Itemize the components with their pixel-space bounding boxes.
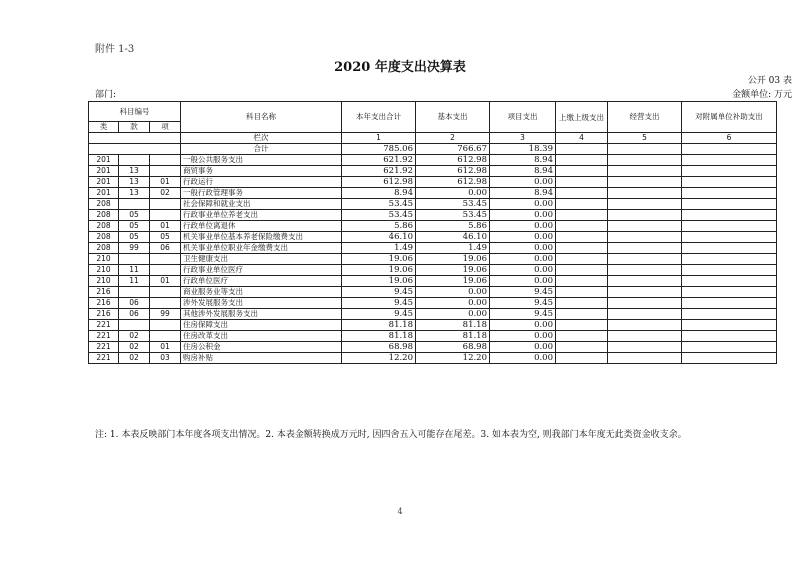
row-project: 9.45 <box>490 287 556 298</box>
col-total: 本年支出合计 <box>342 102 416 133</box>
row-kuan: 06 <box>119 309 150 320</box>
row-business <box>608 155 682 166</box>
row-kuan <box>119 155 150 166</box>
row-name: 购房补贴 <box>181 353 342 364</box>
row-subsidy <box>682 199 777 210</box>
row-project: 8.94 <box>490 188 556 199</box>
row-project: 0.00 <box>490 254 556 265</box>
total-business <box>608 144 682 155</box>
row-lei: 201 <box>89 177 119 188</box>
row-name: 商贸事务 <box>181 166 342 177</box>
row-name: 住房保障支出 <box>181 320 342 331</box>
row-lei: 208 <box>89 221 119 232</box>
row-subsidy <box>682 342 777 353</box>
row-xiang <box>150 287 181 298</box>
row-project: 0.00 <box>490 320 556 331</box>
row-upper <box>556 309 608 320</box>
row-xiang: 01 <box>150 177 181 188</box>
row-total: 68.98 <box>342 342 416 353</box>
row-business <box>608 199 682 210</box>
row-subsidy <box>682 353 777 364</box>
row-xiang <box>150 298 181 309</box>
row-lei: 210 <box>89 276 119 287</box>
row-subsidy <box>682 210 777 221</box>
row-business <box>608 276 682 287</box>
row-business <box>608 342 682 353</box>
row-xiang: 03 <box>150 353 181 364</box>
total-project: 18.39 <box>490 144 556 155</box>
row-total: 9.45 <box>342 309 416 320</box>
row-project: 8.94 <box>490 155 556 166</box>
row-business <box>608 243 682 254</box>
table-row <box>89 177 777 188</box>
row-name: 行政单位离退休 <box>181 221 342 232</box>
row-upper <box>556 155 608 166</box>
row-lei: 210 <box>89 254 119 265</box>
row-subsidy <box>682 232 777 243</box>
row-basic: 1.49 <box>416 243 490 254</box>
col-lei: 类 <box>89 122 119 133</box>
row-total: 621.92 <box>342 155 416 166</box>
row-business <box>608 298 682 309</box>
footnote: 注: 1. 本表反映部门本年度各项支出情况。2. 本表金额转换成万元时, 因四舍五入可能存在尾差。3. 如本表为空, 则我部门本年度无此类资金收支余。 <box>95 430 687 440</box>
row-subsidy <box>682 331 777 342</box>
table-row <box>89 188 777 199</box>
row-upper <box>556 254 608 265</box>
row-kuan: 02 <box>119 331 150 342</box>
row-basic: 81.18 <box>416 320 490 331</box>
row-total: 9.45 <box>342 298 416 309</box>
row-subsidy <box>682 166 777 177</box>
row-project: 0.00 <box>490 177 556 188</box>
row-project: 0.00 <box>490 243 556 254</box>
row-business <box>608 232 682 243</box>
row-total: 53.45 <box>342 210 416 221</box>
index-2: 2 <box>416 133 490 144</box>
row-basic: 612.98 <box>416 166 490 177</box>
row-project: 0.00 <box>490 221 556 232</box>
row-lei: 208 <box>89 199 119 210</box>
table-row <box>89 342 777 353</box>
row-lei: 216 <box>89 309 119 320</box>
row-subsidy <box>682 298 777 309</box>
row-upper <box>556 298 608 309</box>
row-business <box>608 188 682 199</box>
row-total: 1.49 <box>342 243 416 254</box>
row-upper <box>556 342 608 353</box>
table-row <box>89 166 777 177</box>
row-business <box>608 210 682 221</box>
row-kuan <box>119 320 150 331</box>
row-xiang: 01 <box>150 221 181 232</box>
row-project: 0.00 <box>490 342 556 353</box>
index-blank <box>89 133 181 144</box>
row-name: 行政运行 <box>181 177 342 188</box>
row-name: 卫生健康支出 <box>181 254 342 265</box>
page-number: 4 <box>397 507 403 516</box>
row-subsidy <box>682 177 777 188</box>
row-xiang <box>150 210 181 221</box>
page-title: 2020 年度支出决算表 <box>334 60 466 75</box>
row-basic: 0.00 <box>416 298 490 309</box>
table-row <box>89 232 777 243</box>
index-row <box>89 133 777 144</box>
row-basic: 46.10 <box>416 232 490 243</box>
row-project: 0.00 <box>490 199 556 210</box>
row-lei: 221 <box>89 342 119 353</box>
row-business <box>608 320 682 331</box>
index-6: 6 <box>682 133 777 144</box>
row-upper <box>556 320 608 331</box>
row-project: 0.00 <box>490 265 556 276</box>
row-basic: 53.45 <box>416 210 490 221</box>
row-project: 8.94 <box>490 166 556 177</box>
table-row <box>89 254 777 265</box>
row-upper <box>556 166 608 177</box>
row-total: 19.06 <box>342 265 416 276</box>
row-total: 5.86 <box>342 221 416 232</box>
row-lei: 221 <box>89 331 119 342</box>
row-total: 81.18 <box>342 331 416 342</box>
row-subsidy <box>682 320 777 331</box>
row-basic: 81.18 <box>416 331 490 342</box>
row-xiang <box>150 320 181 331</box>
row-lei: 216 <box>89 287 119 298</box>
table-row <box>89 155 777 166</box>
row-upper <box>556 221 608 232</box>
table-row <box>89 199 777 210</box>
total-basic: 766.67 <box>416 144 490 155</box>
row-xiang: 06 <box>150 243 181 254</box>
row-total: 19.06 <box>342 276 416 287</box>
row-basic: 612.98 <box>416 177 490 188</box>
col-name: 科目名称 <box>181 102 342 133</box>
row-total: 12.20 <box>342 353 416 364</box>
row-subsidy <box>682 309 777 320</box>
row-kuan: 13 <box>119 188 150 199</box>
row-subsidy <box>682 243 777 254</box>
col-business: 经营支出 <box>608 102 682 133</box>
row-total: 53.45 <box>342 199 416 210</box>
row-xiang: 01 <box>150 276 181 287</box>
row-upper <box>556 232 608 243</box>
row-subsidy <box>682 221 777 232</box>
row-lei: 221 <box>89 320 119 331</box>
row-project: 9.45 <box>490 298 556 309</box>
index-label: 栏次 <box>181 133 342 144</box>
row-basic: 19.06 <box>416 276 490 287</box>
total-label: 合计 <box>181 144 342 155</box>
col-subsidy: 对附属单位补助支出 <box>682 102 777 133</box>
row-lei: 201 <box>89 188 119 199</box>
total-subsidy <box>682 144 777 155</box>
row-subsidy <box>682 188 777 199</box>
row-basic: 19.06 <box>416 254 490 265</box>
row-name: 一般行政管理事务 <box>181 188 342 199</box>
row-subsidy <box>682 254 777 265</box>
row-basic: 68.98 <box>416 342 490 353</box>
row-xiang <box>150 199 181 210</box>
index-4: 4 <box>556 133 608 144</box>
col-upper: 上缴上级支出 <box>556 102 608 133</box>
row-name: 行政事业单位养老支出 <box>181 210 342 221</box>
row-upper <box>556 199 608 210</box>
row-subsidy <box>682 155 777 166</box>
department-label: 部门: <box>95 90 117 100</box>
row-name: 社会保障和就业支出 <box>181 199 342 210</box>
row-business <box>608 265 682 276</box>
row-xiang: 05 <box>150 232 181 243</box>
attachment-label: 附件 1-3 <box>95 44 135 55</box>
row-total: 621.92 <box>342 166 416 177</box>
row-xiang: 02 <box>150 188 181 199</box>
table-row <box>89 243 777 254</box>
table-row <box>89 298 777 309</box>
row-project: 0.00 <box>490 276 556 287</box>
row-xiang <box>150 155 181 166</box>
row-kuan: 99 <box>119 243 150 254</box>
row-xiang: 01 <box>150 342 181 353</box>
row-name: 涉外发展服务支出 <box>181 298 342 309</box>
row-kuan: 05 <box>119 232 150 243</box>
row-business <box>608 221 682 232</box>
row-kuan: 06 <box>119 298 150 309</box>
total-blank <box>89 144 181 155</box>
row-total: 19.06 <box>342 254 416 265</box>
row-business <box>608 309 682 320</box>
row-upper <box>556 276 608 287</box>
row-basic: 5.86 <box>416 221 490 232</box>
row-name: 住房公积金 <box>181 342 342 353</box>
row-lei: 208 <box>89 232 119 243</box>
row-project: 9.45 <box>490 309 556 320</box>
row-kuan <box>119 254 150 265</box>
row-project: 0.00 <box>490 232 556 243</box>
row-lei: 216 <box>89 298 119 309</box>
row-subsidy <box>682 287 777 298</box>
table-row <box>89 309 777 320</box>
row-business <box>608 254 682 265</box>
table-row <box>89 265 777 276</box>
row-name: 一般公共服务支出 <box>181 155 342 166</box>
row-business <box>608 287 682 298</box>
total-row <box>89 144 777 155</box>
row-kuan: 13 <box>119 166 150 177</box>
row-lei: 208 <box>89 243 119 254</box>
table-row <box>89 210 777 221</box>
row-lei: 208 <box>89 210 119 221</box>
row-xiang <box>150 166 181 177</box>
table-code: 公开 03 表 <box>747 76 792 86</box>
row-name: 住房改革支出 <box>181 331 342 342</box>
row-basic: 0.00 <box>416 309 490 320</box>
row-project: 0.00 <box>490 210 556 221</box>
row-kuan: 05 <box>119 221 150 232</box>
row-kuan: 11 <box>119 276 150 287</box>
row-total: 9.45 <box>342 287 416 298</box>
row-name: 行政单位医疗 <box>181 276 342 287</box>
row-lei: 201 <box>89 155 119 166</box>
row-upper <box>556 243 608 254</box>
row-kuan: 02 <box>119 353 150 364</box>
row-xiang <box>150 331 181 342</box>
total-sum: 785.06 <box>342 144 416 155</box>
index-3: 3 <box>490 133 556 144</box>
row-total: 46.10 <box>342 232 416 243</box>
row-business <box>608 331 682 342</box>
row-business <box>608 177 682 188</box>
row-kuan <box>119 199 150 210</box>
row-total: 81.18 <box>342 320 416 331</box>
row-project: 0.00 <box>490 331 556 342</box>
row-business <box>608 166 682 177</box>
row-total: 612.98 <box>342 177 416 188</box>
row-upper <box>556 353 608 364</box>
row-lei: 221 <box>89 353 119 364</box>
row-basic: 0.00 <box>416 188 490 199</box>
row-lei: 201 <box>89 166 119 177</box>
col-xiang: 项 <box>150 122 181 133</box>
col-project: 项目支出 <box>490 102 556 133</box>
row-name: 其他涉外发展服务支出 <box>181 309 342 320</box>
row-kuan: 13 <box>119 177 150 188</box>
row-name: 行政事业单位医疗 <box>181 265 342 276</box>
row-name: 商业服务业等支出 <box>181 287 342 298</box>
row-kuan <box>119 287 150 298</box>
col-code-group: 科目编号 <box>89 102 181 122</box>
index-5: 5 <box>608 133 682 144</box>
row-xiang: 99 <box>150 309 181 320</box>
table-row <box>89 287 777 298</box>
expenditure-table <box>88 101 777 364</box>
table-row <box>89 276 777 287</box>
row-upper <box>556 210 608 221</box>
row-subsidy <box>682 276 777 287</box>
index-1: 1 <box>342 133 416 144</box>
table-row <box>89 353 777 364</box>
row-xiang <box>150 265 181 276</box>
row-business <box>608 353 682 364</box>
col-kuan: 款 <box>119 122 150 133</box>
header-row <box>89 102 777 122</box>
row-kuan: 05 <box>119 210 150 221</box>
row-basic: 12.20 <box>416 353 490 364</box>
row-upper <box>556 188 608 199</box>
row-subsidy <box>682 265 777 276</box>
row-basic: 53.45 <box>416 199 490 210</box>
amount-unit: 金额单位: 万元 <box>732 90 792 100</box>
row-name: 机关事业单位职业年金缴费支出 <box>181 243 342 254</box>
row-total: 8.94 <box>342 188 416 199</box>
row-upper <box>556 265 608 276</box>
table-row <box>89 320 777 331</box>
row-basic: 0.00 <box>416 287 490 298</box>
total-upper <box>556 144 608 155</box>
row-basic: 612.98 <box>416 155 490 166</box>
col-basic: 基本支出 <box>416 102 490 133</box>
row-name: 机关事业单位基本养老保险缴费支出 <box>181 232 342 243</box>
table-row <box>89 221 777 232</box>
row-basic: 19.06 <box>416 265 490 276</box>
row-upper <box>556 287 608 298</box>
row-upper <box>556 177 608 188</box>
row-upper <box>556 331 608 342</box>
row-kuan: 11 <box>119 265 150 276</box>
row-xiang <box>150 254 181 265</box>
row-project: 0.00 <box>490 353 556 364</box>
row-kuan: 02 <box>119 342 150 353</box>
row-lei: 210 <box>89 265 119 276</box>
table-row <box>89 331 777 342</box>
